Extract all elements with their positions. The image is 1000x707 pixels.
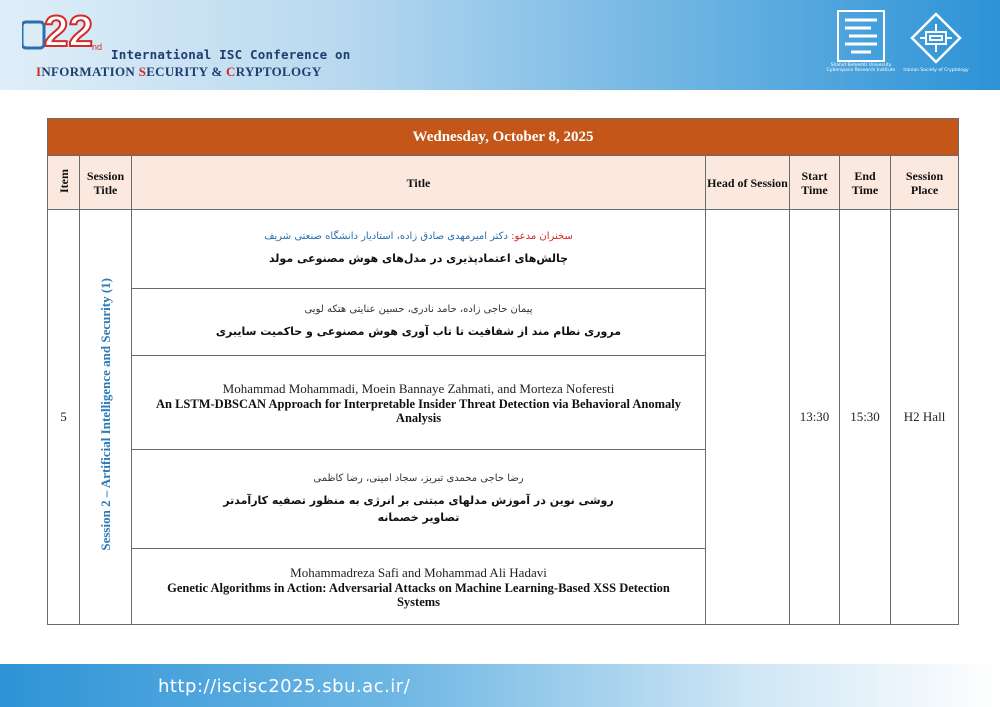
column-header-end-time: End Time <box>840 156 891 210</box>
column-header-start-time: Start Time <box>790 156 840 210</box>
paper-title: Genetic Algorithms in Action: Adversarial Attacks on Machine Learning-Based XSS Detection Systems <box>167 580 670 609</box>
paper-cell <box>132 289 706 356</box>
conference-url-link[interactable]: http://iscisc2025.sbu.ac.ir/ <box>158 676 411 697</box>
isc-maze-logo-icon <box>910 12 962 64</box>
session-title: Session 2 – Artificial Intelligence and Security (1) <box>97 278 113 551</box>
paper-authors: Mohammad Mohammadi, Moein Bannaye Zahmati, and Morteza Noferesti <box>222 380 615 396</box>
svg-text:nd: nd <box>92 42 103 52</box>
paper-authors: Mohammadreza Safi and Mohammad Ali Hadavi <box>290 564 547 580</box>
head-of-session <box>706 210 790 625</box>
paper-cell <box>132 356 706 450</box>
schedule-table <box>47 118 959 625</box>
conference-title-line2: INFORMATION SECURITY & CRYPTOLOGY <box>36 64 322 79</box>
paper-title: چالش‌های اعتمادپذیری در مدل‌های هوش مصنوعی مولد <box>268 252 569 265</box>
paper-authors: رضا حاجی محمدی تبریز، سجاد امینی، رضا کاظمی <box>313 472 524 484</box>
sbu-caption: Shahid Beheshti University Cyberspace Research Institute <box>826 63 896 73</box>
conference-title-line1: International ISC Conference on <box>111 47 351 62</box>
svg-text:22: 22 <box>44 8 93 56</box>
session-title-cell <box>80 210 132 625</box>
column-header-session-title: Session Title <box>80 156 132 210</box>
end-time: 15:30 <box>840 210 891 625</box>
paper-cell <box>132 549 706 625</box>
column-header-item: Item <box>48 156 80 210</box>
isc-caption: Iranian Society of Cryptology <box>903 68 969 73</box>
paper-cell <box>132 450 706 549</box>
column-header-title: Title <box>132 156 706 210</box>
column-header-session-place: Session Place <box>891 156 959 210</box>
day-header-row <box>48 119 959 156</box>
column-header-row <box>48 156 959 210</box>
session-place: H2 Hall <box>891 210 959 625</box>
paper-authors: سخنران مدعو: دکتر امیرمهدی صادق زاده، استادیار دانشگاه صنعتی شریف <box>264 231 573 242</box>
table-row <box>48 210 959 289</box>
paper-authors: پیمان حاجی زاده، حامد نادری، حسین عنایتی هتکه لویی <box>304 304 533 315</box>
paper-title: روشی نوین در آموزش مدلهای مبتنی بر انرژی به منظور تصفیه کارآمدتر تصاویر خصمانه <box>223 493 614 524</box>
footer-bar <box>0 664 1000 707</box>
schedule-table-wrapper <box>47 118 958 625</box>
start-time: 13:30 <box>790 210 840 625</box>
item-number: 5 <box>48 210 80 625</box>
paper-title: An LSTM-DBSCAN Approach for Interpretable Insider Threat Detection via Behavioral Anomaly Analysis <box>155 396 682 425</box>
sbu-calligraphy-logo-icon <box>837 10 885 62</box>
paper-cell <box>132 210 706 289</box>
day-title: Wednesday, October 8, 2025 <box>48 119 959 156</box>
column-header-head-of-session: Head of Session <box>706 156 790 210</box>
paper-title: مروری نظام مند از شفافیت تا تاب آوری هوش مصنوعی و حاکمیت سایبری <box>215 325 622 338</box>
conference-header <box>0 0 1000 90</box>
